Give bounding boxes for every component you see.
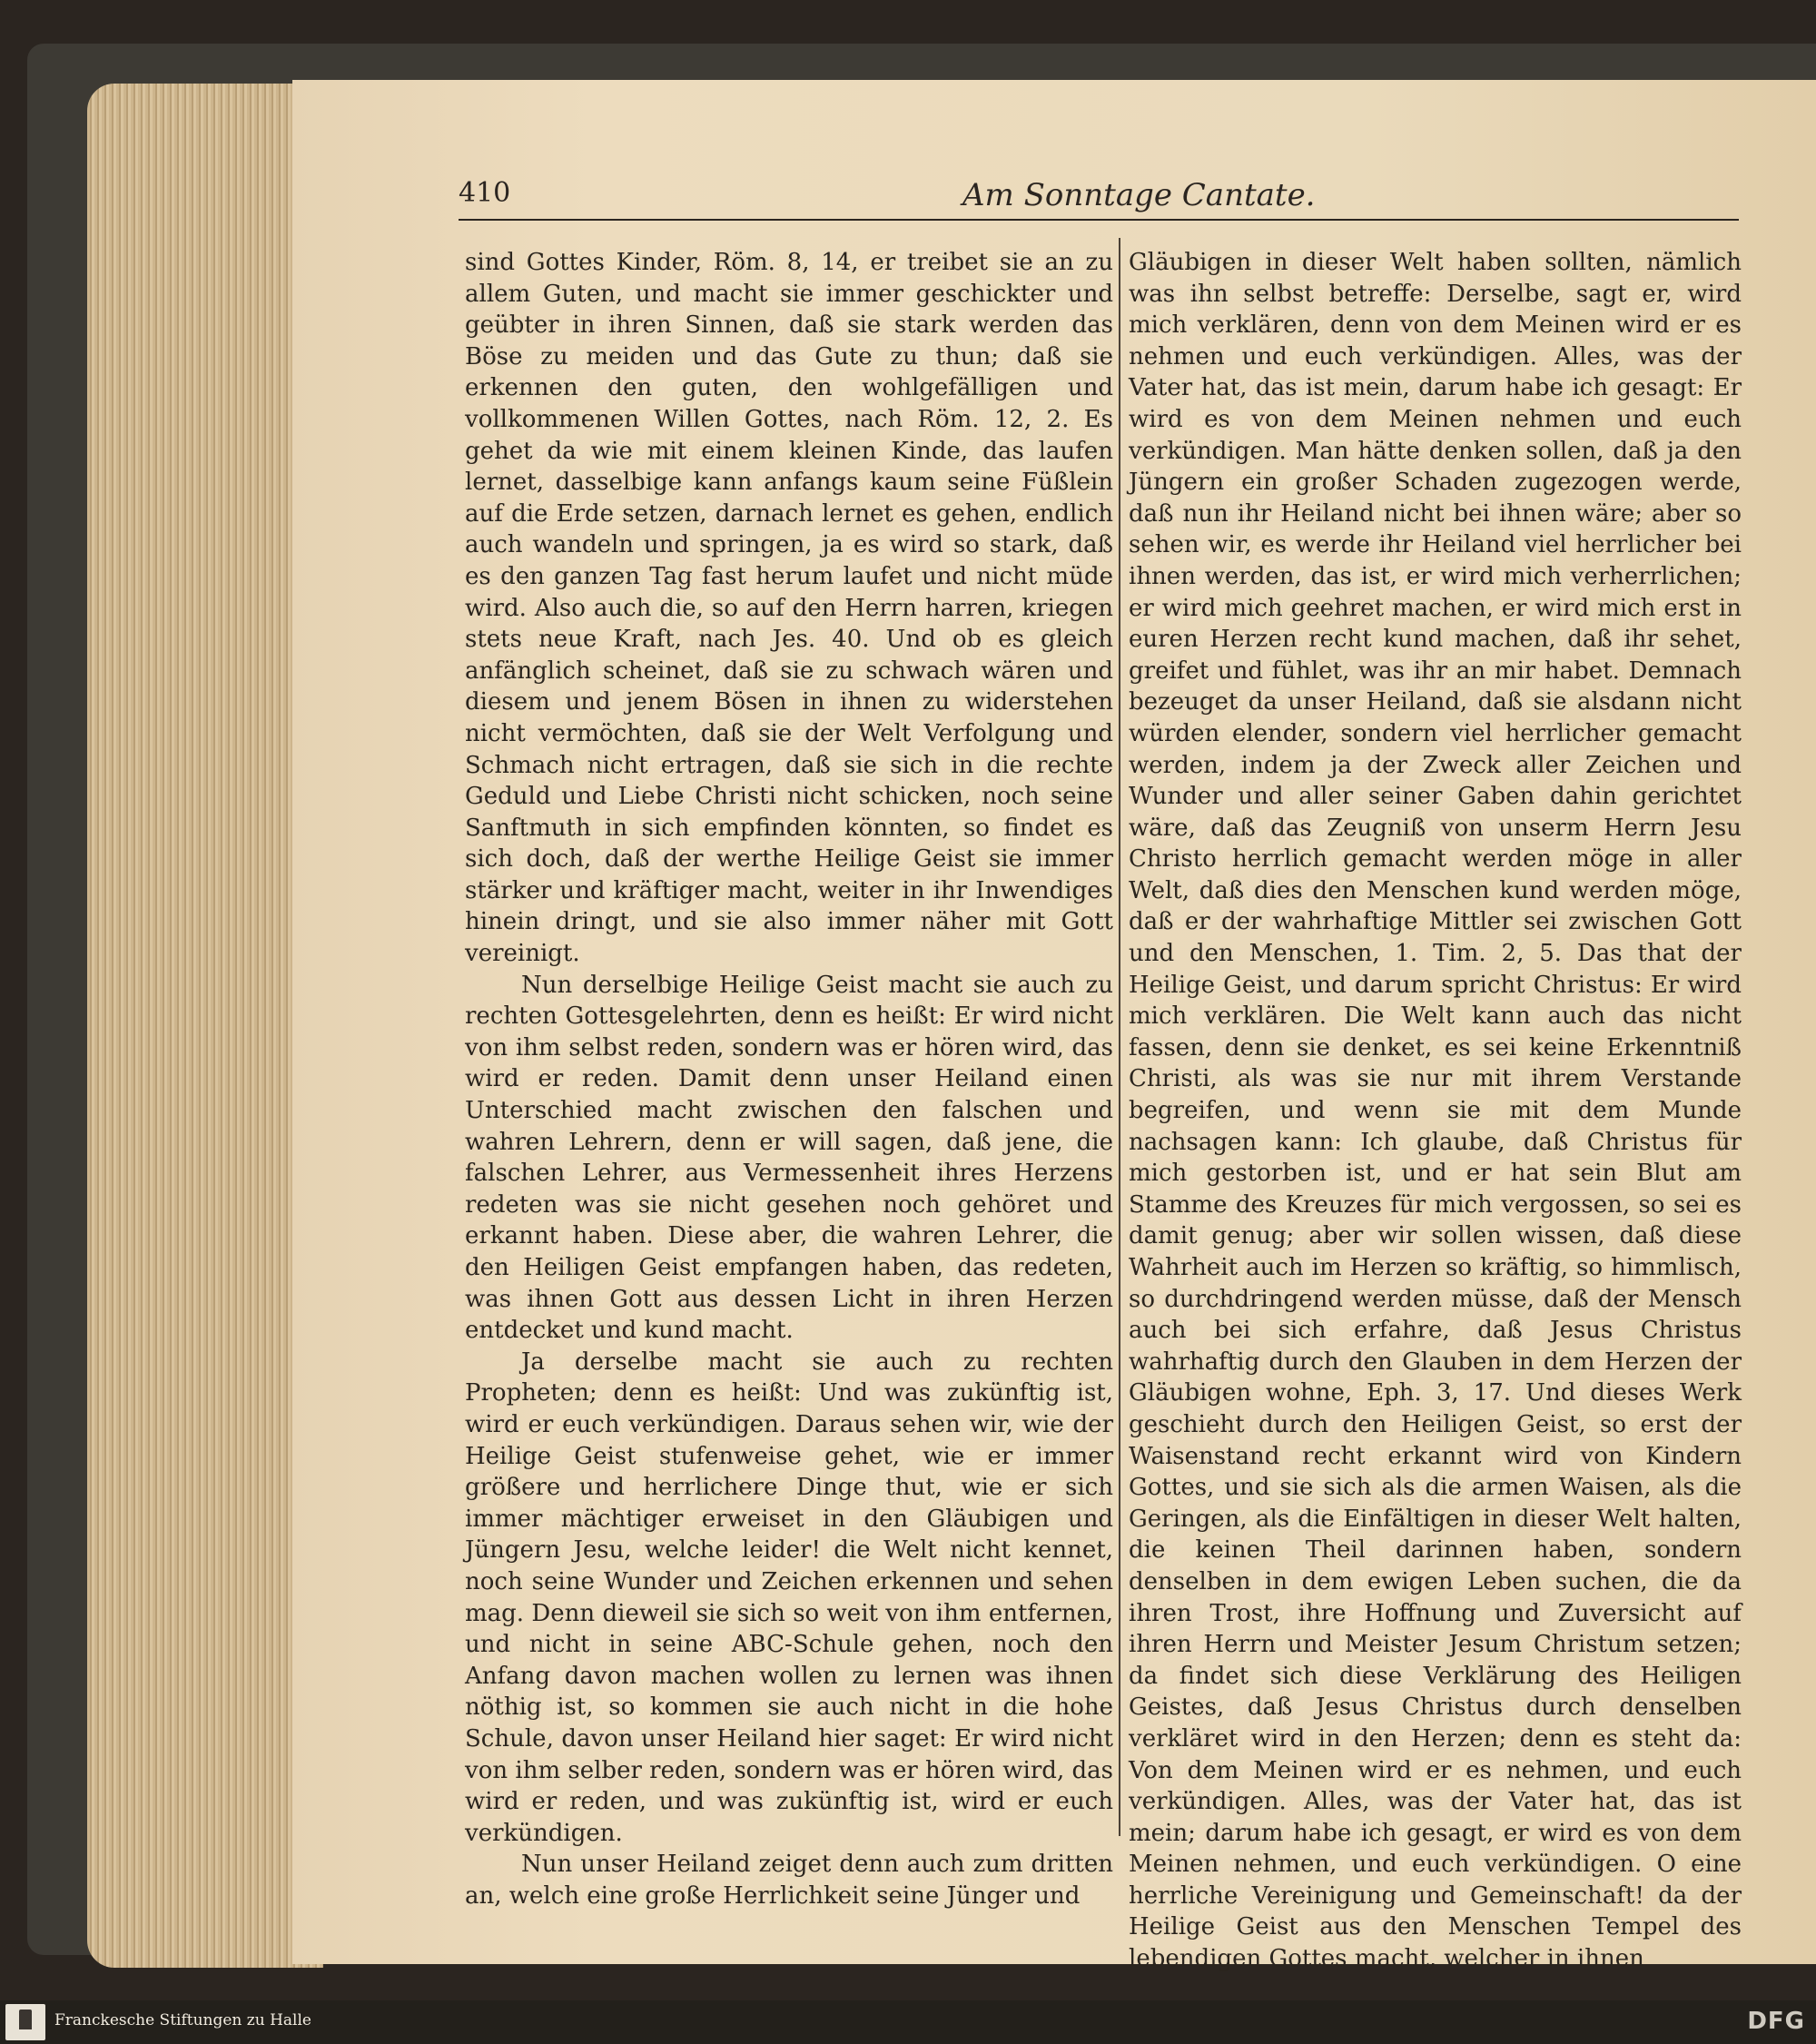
paragraph: Nun unser Heiland zeiget denn auch zum dritten an, welch eine große Herrlichkeit seine Jünger und [465,1851,1113,1910]
page-edges [87,84,323,1968]
paragraph: Ja derselbe macht sie auch zu rechten Propheten; denn es heißt: Und was zukünftig ist, wird er euch verkündigen. Daraus sehen wir, wie der Heilige Geist stufenweise gehet, wie er immer größere und herrlichere Dinge thut, wie er sich immer mächtiger erweiset in den Gläubigen und Jüngern Jesu, welche leider! die Welt nicht kennet, noch seine Wunder und Zeichen erkennen und sehen mag. Denn dieweil sie sich so weit von ihm entfernen, und nicht in seine ABC-Schule gehen, noch den Anfang davon machen wollen zu lernen was ihnen nöthig ist, so kommen sie auch nicht in die hohe Schule, davon unser Heiland hier saget: Er wird nicht von ihm selber reden, sondern was er hören wird, das wird er reden, und was zukünftig ist, wird er euch verkündigen. [465,1348,1113,1847]
right-column [1129,247,1742,1975]
institution-logo-icon [5,2004,45,2040]
paragraph: sind Gottes Kinder, Röm. 8, 14, er treibet sie an zu allem Guten, und macht sie immer geschickter und geübter in ihren Sinnen, daß sie stark werden das Böse zu meiden und das Gute zu thun; daß sie erkennen den guten, den wohlgefälligen und vollkommenen Willen Gottes, nach Röm. 12, 2. Es gehet da wie mit einem kleinen Kinde, das laufen lernet, dasselbige kann anfangs kaum seine Füßlein auf die Erde setzen, darnach lernet es gehen, endlich auch wandeln und springen, ja es wird so stark, daß es den ganzen Tag fast herum laufet und nicht müde wird. Also auch die, so auf den Herrn harren, kriegen stets neue Kraft, nach Jes. 40. Und ob es gleich anfänglich scheinet, daß sie zu schwach wären und diesem und jenem Bösen in ihnen zu widerstehen nicht vermöchten, daß sie der Welt Verfolgung und Schmach nicht ertragen, daß sie sich in die rechte Geduld und Liebe Christi nicht schicken, noch seine Sanftmuth in sich empfinden könnten, so findet es sich doch, daß der werthe Heilige Geist sie immer stärker und kräftiger macht, weiter in ihr Inwendiges hinein dringt, und sie also immer näher mit Gott vereinigt. [465,249,1113,968]
paragraph: Nun derselbige Heilige Geist macht sie auch zu rechten Gottesgelehrten, denn es heißt: Er wird nicht von ihm selbst reden, sondern was er hören wird, das wird er reden. Damit denn unser Heiland einen Unterschied macht zwischen den falschen und wahren Lehrern, denn er will sagen, daß jene, die falschen Lehrer, aus Vermessenheit ihres Herzens redeten was sie nicht gesehen noch gehöret und erkannt haben. Diese aber, die wahren Lehrer, die den Heiligen Geist empfangen haben, das redeten, was ihnen Gott aus dessen Licht in ihren Herzen entdecket und kund macht. [465,971,1113,1345]
paragraph: Gläubigen in dieser Welt haben sollten, nämlich was ihn selbst betreffe: Derselbe, sagt er, wird mich verklären, denn von dem Meinen wird er es nehmen und euch verkündigen. Alles, was der Vater hat, das ist mein, darum habe ich gesagt: Er wird es von dem Meinen nehmen und euch verkündigen. Man hätte denken sollen, daß ja den Jüngern ein großer Schaden zugezogen werde, daß nun ihr Heiland nicht bei ihnen wäre; aber so sehen wir, es werde ihr Heiland viel herrlicher bei ihnen werden, das ist, er wird mich verherrlichen; er wird mich geehret machen, er wird mich erst in euren Herzen recht kund machen, daß ihr sehet, greifet und fühlet, was ihr an mir habet. Demnach bezeuget da unser Heiland, daß sie alsdann nicht würden elender, sondern viel herrlicher gemacht werden, indem ja der Zweck aller Zeichen und Wunder und aller seiner Gaben dahin gerichtet wäre, daß das Zeugniß von unserm Herrn Jesu Christo herrlich gemacht werden möge in aller Welt, daß dies den Menschen kund werden möge, daß er der wahrhaftige Mittler sei zwischen Gott und den Menschen, 1. Tim. 2, 5. Das that der Heilige Geist, und darum spricht Christus: Er wird mich verklären. Die Welt kann auch das nicht fassen, denn sie denket, es sei keine Erkenntniß Christi, als was sie nur mit ihrem Verstande begreifen, und wenn sie mit dem Munde nachsagen kann: Ich glaube, daß Christus für mich gestorben ist, und er hat sein Blut am Stamme des Kreuzes für mich vergossen, so sei es damit genug; aber wir sollen wissen, daß diese Wahrheit auch im Herzen so kräftig, so himmlisch, so durchdringend werden müsse, daß der Mensch auch bei sich erfahre, daß Jesus Christus wahrhaftig durch den Glauben in dem Herzen der Gläubigen wohne, Eph. 3, 17. Und dieses Werk geschieht durch den Heiligen Geist, so erst der Waisenstand recht erkannt wird von Kindern Gottes, und sie sich als die armen Waisen, als die Geringen, als die Einfältigen in dieser Welt halten, die keinen Theil darinnen haben, sondern denselben in dem ewigen Leben suchen, die da ihren Trost, ihre Hoffnung und Zuversicht auf ihren Herrn und Meister Jesum Christum setzen; da findet sich diese Verklärung des Heiligen Geistes, daß Jesus Christus durch denselben verkläret wird in den Herzen; denn es steht da: Von dem Meinen wird er es nehmen, und euch verkündigen. Alles, was der Vater hat, das ist mein; darum habe ich gesagt, er wird es von dem Meinen nehmen, und euch verkündigen. O eine herrliche Vereinigung und Gemeinschaft! da der Heilige Geist aus den Menschen Tempel des lebendigen Gottes macht, welcher in ihnen [1129,249,1742,1973]
running-title: Am Sonntage Cantate. [962,177,1316,213]
left-column [465,247,1113,1911]
column-divider [1119,238,1120,1836]
institution-name: Franckesche Stiftungen zu Halle [54,2011,311,2029]
page-number: 410 [459,177,511,209]
footer-bar [0,2000,1816,2044]
page-header [459,177,1739,221]
dfg-logo: DFG [1747,2008,1805,2035]
